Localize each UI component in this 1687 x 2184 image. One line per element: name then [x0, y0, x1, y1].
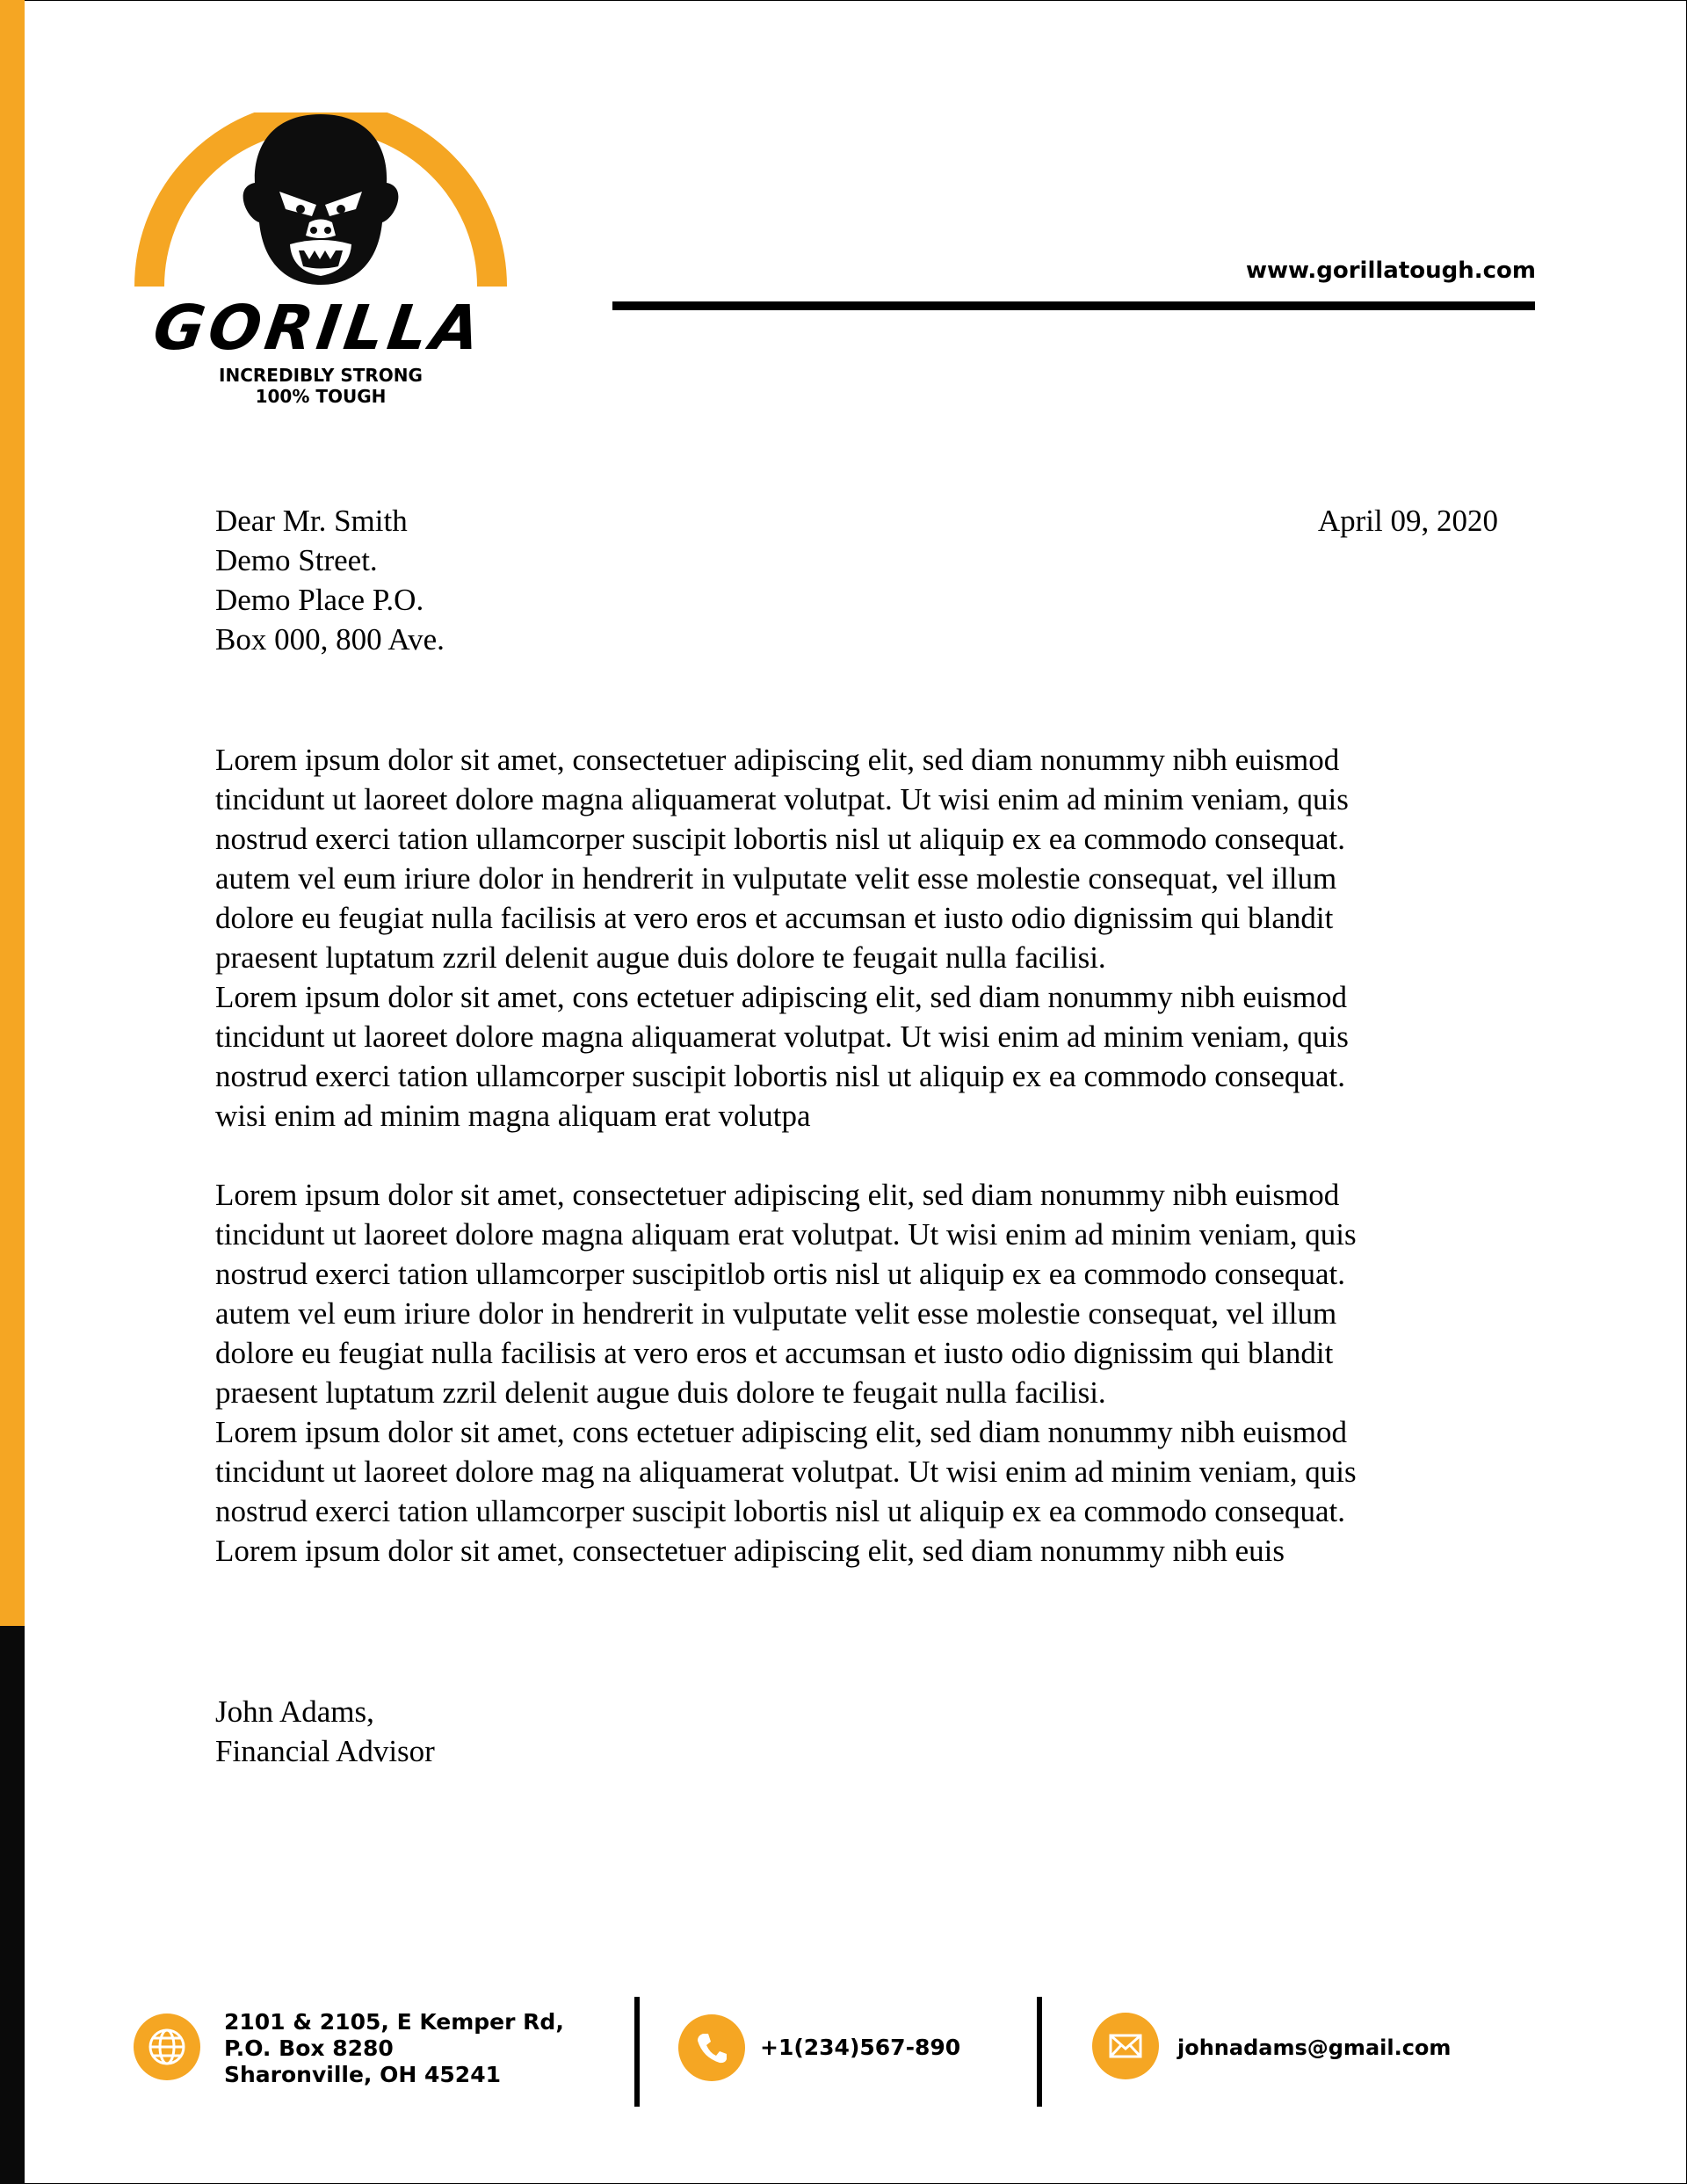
- address-line: 2101 & 2105, E Kemper Rd,: [224, 2009, 564, 2035]
- body-line: nostrud exerci tation ullamcorper suscipit lobortis nisl ut aliquip ex ea commodo consequat.: [215, 1059, 1345, 1093]
- accent-side-bar: [0, 0, 25, 1626]
- brand-name: GORILLA: [148, 292, 489, 364]
- body-line: Lorem ipsum dolor sit amet, consectetuer adipiscing elit, sed diam nonummy nibh euismod: [215, 743, 1340, 777]
- phone-icon: [678, 2014, 745, 2081]
- recipient-address: [215, 501, 445, 659]
- body-line: Lorem ipsum dolor sit amet, consectetuer adipiscing elit, sed diam nonummy nibh euismod: [215, 1178, 1340, 1212]
- body-line: nostrud exerci tation ullamcorper suscipit lobortis nisl ut aliquip ex ea commodo consequat.: [215, 822, 1345, 856]
- letter-date: April 09, 2020: [1317, 504, 1498, 538]
- globe-icon: [134, 2013, 200, 2080]
- body-line: Lorem ipsum dolor sit amet, cons ectetuer adipiscing elit, sed diam nonummy nibh euismod: [215, 980, 1347, 1014]
- body-line: tincidunt ut laoreet dolore magna aliquamerat volutpat. Ut wisi enim ad minim veniam, quis: [215, 1019, 1349, 1054]
- dark-side-bar: [0, 1626, 25, 2184]
- body-line: wisi enim ad minim magna aliquam erat volutpa: [215, 1099, 811, 1133]
- body-line: Lorem ipsum dolor sit amet, consectetuer adipiscing elit, sed diam nonummy nibh euis: [215, 1534, 1285, 1568]
- address-line: Sharonville, OH 45241: [224, 2062, 501, 2087]
- body-line: praesent luptatum zzril delenit augue duis dolore te feugait nulla facilisi.: [215, 1375, 1106, 1410]
- footer-divider: [1037, 1997, 1042, 2107]
- body-line: autem vel eum iriure dolor in hendrerit in vulputate velit esse molestie consequat, vel illum: [215, 1296, 1337, 1331]
- footer-divider: [634, 1997, 640, 2107]
- recipient-line: Demo Place P.O.: [215, 583, 424, 617]
- recipient-line: Box 000, 800 Ave.: [215, 622, 445, 657]
- body-line: nostrud exerci tation ullamcorper suscipitlob ortis nisl ut aliquip ex ea commodo consequat.: [215, 1257, 1345, 1291]
- tagline-line2: 100% TOUGH: [255, 386, 387, 407]
- signer-name: John Adams,: [215, 1694, 374, 1729]
- envelope-icon: [1092, 2013, 1159, 2079]
- footer-phone[interactable]: +1(234)567-890: [760, 2035, 961, 2060]
- body-line: praesent luptatum zzril delenit augue duis dolore te feugait nulla facilisi.: [215, 940, 1106, 975]
- company-logo: [114, 112, 527, 416]
- body-line: tincidunt ut laoreet dolore magna aliquam erat volutpat. Ut wisi enim ad minim veniam, quis: [215, 1217, 1357, 1252]
- signature-block: [215, 1692, 435, 1771]
- address-line: P.O. Box 8280: [224, 2035, 394, 2061]
- body-line: dolore eu feugiat nulla facilisis at vero eros et accumsan et iusto odio dignissim qui blandit: [215, 1336, 1334, 1370]
- body-paragraph: [215, 1175, 1516, 1571]
- tagline-line1: INCREDIBLY STRONG: [219, 365, 423, 386]
- letter-body: [215, 740, 1516, 1610]
- body-line: tincidunt ut laoreet dolore mag na aliquamerat volutpat. Ut wisi enim ad minim veniam, quis: [215, 1455, 1357, 1489]
- gorilla-face-icon: [243, 114, 399, 285]
- header-rule: [612, 301, 1535, 310]
- recipient-line: Demo Street.: [215, 543, 378, 577]
- body-line: dolore eu feugiat nulla facilisis at vero eros et accumsan et iusto odio dignissim qui blandit: [215, 901, 1334, 935]
- body-line: nostrud exerci tation ullamcorper suscipit lobortis nisl ut aliquip ex ea commodo consequat.: [215, 1494, 1345, 1528]
- footer-address: [224, 2009, 564, 2088]
- recipient-line: Dear Mr. Smith: [215, 504, 408, 538]
- website-link[interactable]: www.gorillatough.com: [1245, 258, 1536, 284]
- signer-title: Financial Advisor: [215, 1734, 435, 1768]
- body-line: autem vel eum iriure dolor in hendrerit in vulputate velit esse molestie consequat, vel illum: [215, 861, 1337, 896]
- body-line: tincidunt ut laoreet dolore magna aliquamerat volutpat. Ut wisi enim ad minim veniam, quis: [215, 782, 1349, 816]
- body-paragraph: [215, 740, 1516, 1136]
- body-line: Lorem ipsum dolor sit amet, cons ectetuer adipiscing elit, sed diam nonummy nibh euismod: [215, 1415, 1347, 1449]
- footer-email[interactable]: johnadams@gmail.com: [1177, 2035, 1452, 2060]
